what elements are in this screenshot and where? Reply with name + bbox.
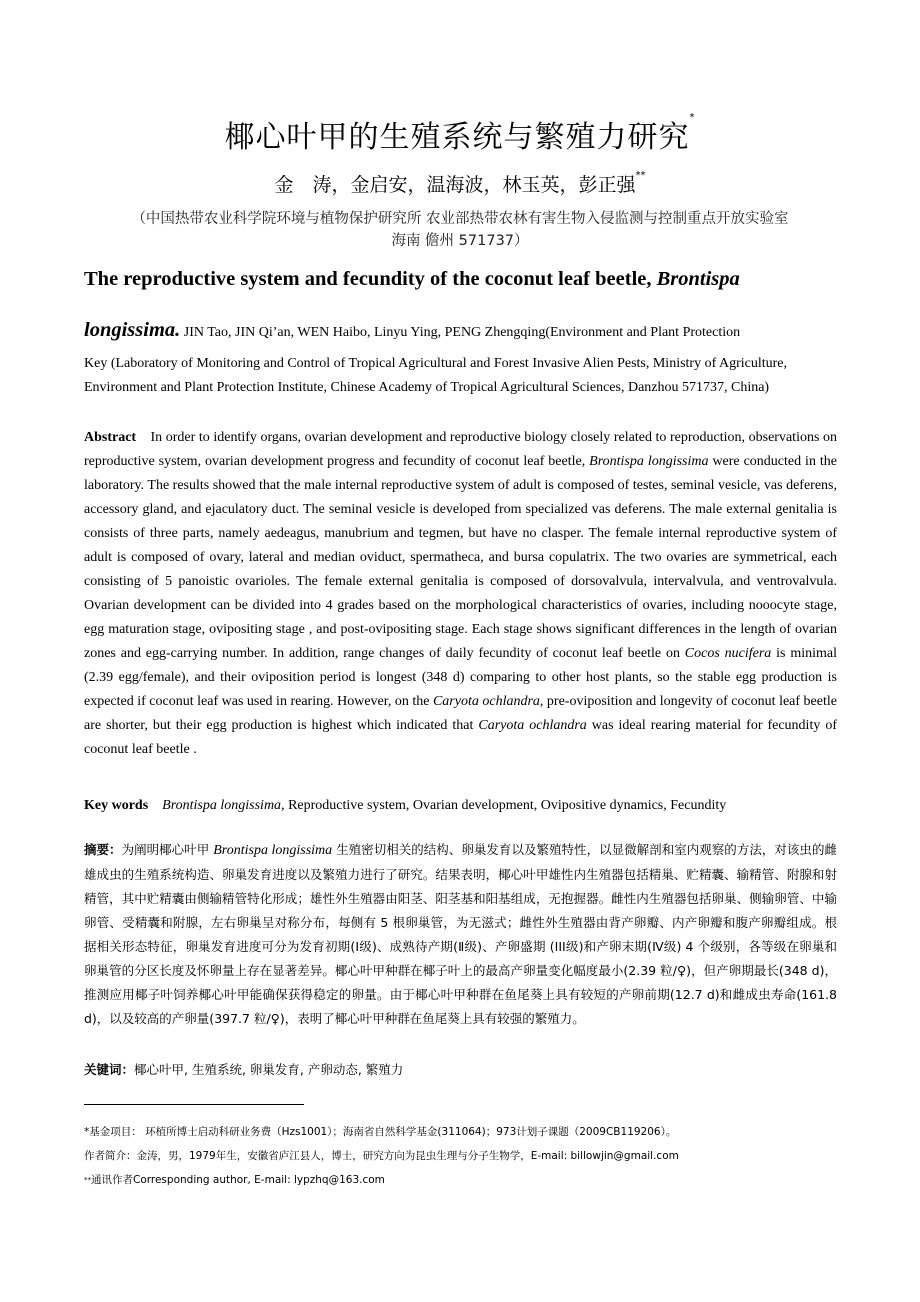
footnote-text: 作者简介：金涛，男，1979年生，安徽省庐江县人，博士，研究方向为昆虫生理与分子生物学，E-mail: billowjin@gmail.com [84, 1150, 679, 1162]
authors-cn [0, 170, 920, 197]
footnote-mark: * [84, 1126, 90, 1138]
title-footnote-mark: * [689, 112, 696, 123]
title-cn-text: 椰心叶甲的生殖系统与繁殖力研究 [224, 120, 690, 155]
keywords-en-label: Key words [84, 798, 149, 813]
corresponding-mark: ** [635, 170, 646, 181]
species-name: Cocos nucifera [684, 646, 772, 661]
footnote-corresponding [84, 1172, 844, 1188]
abstract-en-text: In order to identify organs, ovarian development and reproductive biology closely related to reproduction, observations on reproductive system, ovarian development progress and fecundity of coconut leaf beetle, [84, 430, 838, 469]
abstract-cn [84, 838, 837, 1031]
title-en-species: Brontispa [656, 268, 740, 290]
keywords-cn-text: 椰心叶甲, 生殖系统, 卵巢发育, 产卵动态, 繁殖力 [134, 1062, 404, 1077]
authors-en-line [84, 318, 844, 345]
title-en-species-cont: longissima. [84, 319, 181, 341]
footnote-mark: ** [84, 1176, 91, 1184]
affiliation-cn [84, 208, 836, 252]
species-name: Brontispa longissima [589, 454, 709, 469]
species-name: Brontispa longissima [162, 798, 282, 813]
species-name: Caryota ochlandra [432, 694, 540, 709]
keywords-cn-label: 关键词： [84, 1062, 135, 1077]
abstract-en-label: Abstract [84, 430, 137, 445]
species-name: Caryota ochlandra [478, 718, 587, 733]
authors-en: JIN Tao, JIN Qi’an, WEN Haibo, Linyu Ying, PENG Zhengqing(Environment and Plant Protection [180, 325, 741, 340]
abstract-cn-text: 生殖密切相关的结构、卵巢发育以及繁殖特性，以显微解剖和室内观察的方法，对该虫的雌雄成虫的生殖系统构造、卵巢发育进度以及繁殖力进行了研究。结果表明，椰心叶甲雄性内生殖器包括精巢、贮精囊、输精管、附腺和射精管，其中贮精囊由侧输精管特化形成；雄性外生殖器由阳茎、阳茎基和阳基组成，无抱握器。雌性内生殖器包括卵巢、侧输卵管、中输卵管、受精囊和附腺，左右卵巢呈对称分布，每侧有 5 根卵巢管，为无滋式；雌性外生殖器由背产卵瓣、内产卵瓣和腹产卵瓣组成。根据相关形态特征，卵巢发育进度可分为发育初期(Ⅰ级)、成熟待产期(Ⅱ级)、产卵盛期 (III级)和产卵末期(Ⅳ级) 4 个级别，各等级在卵巢和卵巢管的分区长度及怀卵量上存在显著差异。椰心叶甲种群在椰子叶上的最高产卵量变化幅度最小(2.39 粒/♀)，但产卵期最长(348 d)，推测应用椰子叶饲养椰心叶甲能确保获得稳定的卵量。由于椰心叶甲种群在鱼尾葵上具有较短的产卵前期(12.7 d)和雌成虫寿命(161.8 d)，以及较高的产卵量(397.7 粒/♀)，表明了椰心叶甲种群在鱼尾葵上具有较强的繁殖力。 [84, 842, 837, 1026]
paper-title-cn [0, 112, 920, 156]
footnote-text: 基金项目： 环植所博士启动科研业务费（Hzs1001）；海南省自然科学基金(311064)；973计划子课题（2009CB119206）。 [89, 1126, 677, 1138]
authors-cn-text: 金 涛，金启安，温海波，林玉英，彭正强 [274, 174, 636, 196]
keywords-cn [84, 1058, 837, 1082]
footnote-funding [84, 1124, 844, 1140]
abstract-en-text: was ideal rearing material for fecundity of coconut leaf beetle . [84, 718, 837, 757]
abstract-cn-label: 摘要： [84, 842, 122, 857]
footnote-author-bio [84, 1148, 844, 1164]
affiliation-cn-line1: （中国热带农业科学院环境与植物保护研究所 农业部热带农林有害生物入侵监测与控制重点开放实验室 [131, 211, 789, 227]
keywords-en [84, 794, 837, 818]
footnote-divider [84, 1104, 304, 1105]
footnote-text: 通讯作者Corresponding author, E-mail: lypzhq@163.com [91, 1174, 385, 1186]
paper-title-en [84, 268, 844, 291]
abstract-cn-text: 为阐明椰心叶甲 [121, 842, 214, 857]
affiliation-cn-line2: 海南 儋州 571737） [391, 233, 529, 249]
abstract-en [84, 426, 837, 762]
abstract-en-text: were conducted in the laboratory. The results showed that the male internal reproductive system of adult is composed of testes, seminal vesicle, vas deferens, accessory gland, and ejaculatory duct. The seminal vesicle is developed from specialized vas deferens. The male external genitalia is consists of three parts, namely aedeagus, manubrium and tegmen, but have no clasper. The female internal reproductive system of adult is composed of ovary, lateral and median oviduct, spermatheca, and bursa copulatrix. The two ovaries are symmetrical, each consisting of 5 panoistic ovarioles. The female external genitalia is composed of dorsovalvula, intervalvula, and ventrovalvula. Ovarian development can be divided into 4 grades based on the morphological characteristics of ovaries, including nooocyte stage, egg maturation stage, ovipositing stage , and post-ovipositing stage. Each stage shows significant differences in the length of ovarian zones and egg-carrying number. In addition, range changes of daily fecundity of coconut leaf beetle on [84, 454, 837, 661]
abstract-en-text: , pre-oviposition and longevity of coconut leaf beetle are shorter, but their egg production is highest which indicated that [84, 694, 837, 733]
species-name: Brontispa longissima [213, 843, 333, 858]
title-en-text: The reproductive system and fecundity of the coconut leaf beetle, [84, 268, 657, 290]
keywords-en-text: , Reproductive system, Ovarian development, Ovipositive dynamics, Fecundity [281, 798, 727, 813]
abstract-en-text: is minimal (2.39 egg/female), and their oviposition period is longest (348 d) comparing to other host plants, so the stable egg production is expected if coconut leaf was used in rearing. However, on the [84, 646, 838, 709]
affiliation-en: Key (Laboratory of Monitoring and Control of Tropical Agricultural and Forest Invasive Alien Pests, Ministry of Agriculture, Environment and Plant Protection Institute, Chinese Academy of Tropical Agricultural Sciences, Danzhou 571737, China) [84, 356, 788, 395]
